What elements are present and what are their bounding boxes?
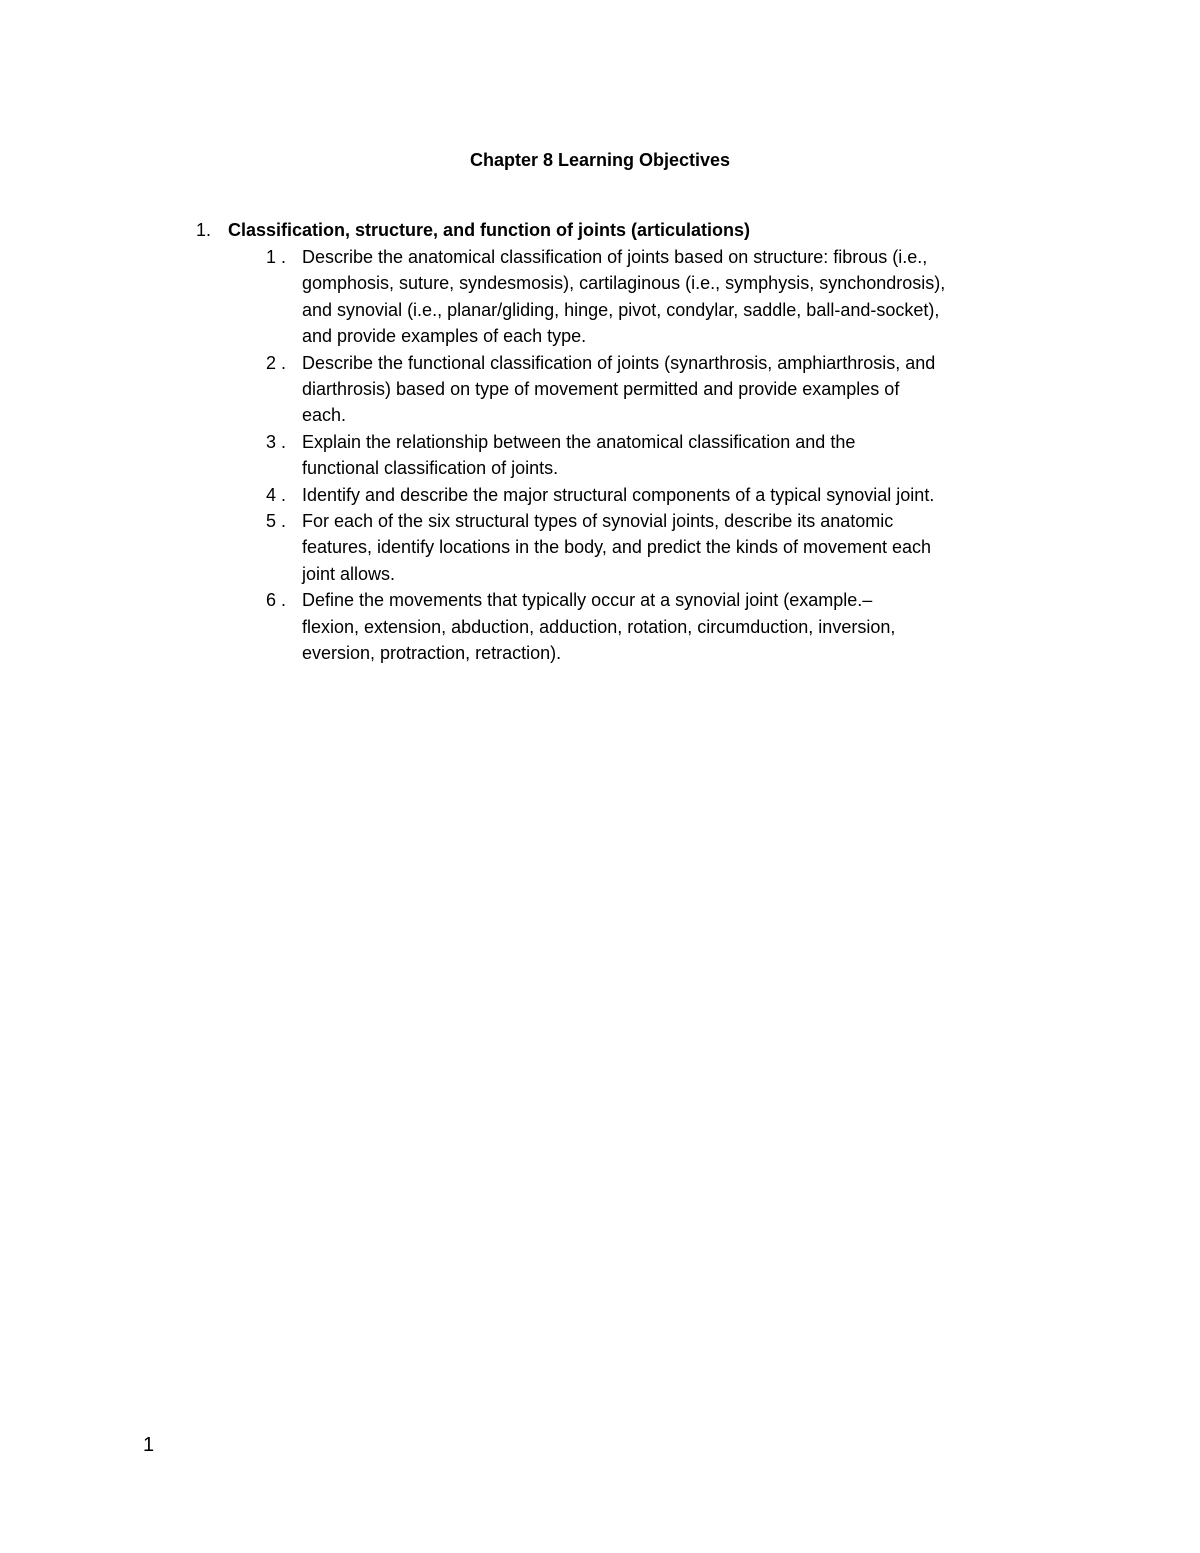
section-heading (196, 218, 1056, 244)
objective-item (196, 482, 1056, 508)
section-number: 1. (196, 220, 212, 240)
page-number: 1 (143, 1434, 155, 1456)
section-title: Classification, structure, and function of joints (articulations) (228, 220, 751, 240)
objective-text: Define the movements that typically occur at a synovial joint (example.– flexion, extension, abduction, adduction, rotation, circumduction, inversion, eversion, protraction, retraction). (302, 590, 896, 664)
objective-item (196, 244, 1056, 350)
objective-number: 2 . (266, 352, 287, 373)
objective-number: 3 . (266, 431, 287, 452)
objective-text: Explain the relationship between the anatomical classification and the functional classification of joints. (302, 431, 856, 479)
page-title: Chapter 8 Learning Objectives (469, 150, 731, 170)
objective-item (196, 587, 1056, 666)
objective-item (196, 350, 1056, 429)
objective-number: 4 . (266, 484, 287, 505)
objective-text: For each of the six structural types of synovial joints, describe its anatomic features, identify locations in the body, and predict the kinds of movement each joint allows. (302, 511, 932, 584)
objective-number: 1 . (266, 247, 287, 267)
objective-item (196, 429, 1056, 482)
objective-text: Describe the functional classification of joints (synarthrosis, amphiarthrosis, and diarthrosis) based on type of movement permitted and provide examples of each. (302, 352, 936, 426)
objective-number: 6 . (266, 590, 287, 611)
objectives-section (196, 218, 1056, 667)
objective-item (196, 508, 1056, 587)
objective-number: 5 . (266, 511, 287, 532)
objective-text: Identify and describe the major structural components of a typical synovial joint. (302, 484, 935, 505)
objective-text: Describe the anatomical classification of joints based on structure: fibrous (i.e., gomphosis, suture, syndesmosis), cartilaginous (i.e., symphysis, synchondrosis), and synovial (i.e., planar/gliding, hinge, pivot, condylar, saddle, ball-and-socket), and provide examples of each type. (302, 247, 946, 347)
